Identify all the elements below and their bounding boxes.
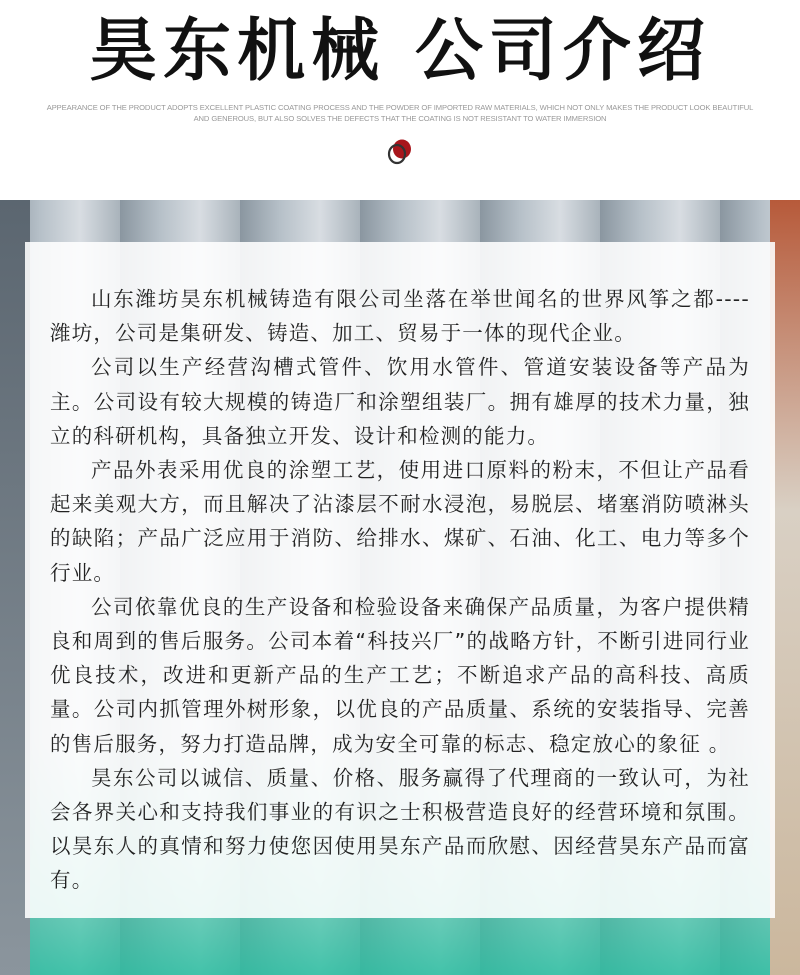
paragraph: 山东潍坊昊东机械铸造有限公司坐落在举世闻名的世界风筝之都----潍坊，公司是集研发、铸造、加工、贸易于一体的现代企业。 [50,287,750,346]
paragraph: 公司以生产经营沟槽式管件、饮用水管件、管道安装设备等产品为主。公司设有较大规模的铸造厂和涂塑组装厂。拥有雄厚的技术力量，独立的科研机构，具备独立开发、设计和检测的能力。 [50,355,750,448]
subtitle-line-2: AND GENEROUS, BUT ALSO SOLVES THE DEFECTS THAT THE COATING IS NOT RESISTANT TO WATER IMMERSION [193,114,607,123]
subtitle [30,102,770,124]
logo-icon [386,138,414,166]
paragraph: 公司依靠优良的生产设备和检验设备来确保产品质量，为客户提供精良和周到的售后服务。公司本着“科技兴厂”的战略方针，不断引进同行业优良技术，改进和更新产品的生产工艺；不断追求产品的高科技、高质量。公司内抓管理外树形象，以优良的产品质量、系统的安装指导、完善的售后服务，努力打造品牌，成为安全可靠的标志、稳定放心的象征 。 [50,594,750,756]
subtitle-line-1: APPEARANCE OF THE PRODUCT ADOPTS EXCELLENT PLASTIC COATING PROCESS AND THE POWDER OF IMPORTED RAW MATERIALS, WHICH NOT ONLY MAKES THE PRODUCT LOOK BEAUTIFUL [46,103,754,112]
intro-text [50,282,750,898]
paragraph: 产品外表采用优良的涂塑工艺，使用进口原料的粉末，不但让产品看起来美观大方，而且解决了沾漆层不耐水浸泡，易脱层、堵塞消防喷淋头的缺陷；产品广泛应用于消防、给排水、煤矿、石油、化工、电力等多个行业。 [50,458,750,585]
page-title: 昊东机械 公司介绍 [89,12,711,91]
paragraph: 昊东公司以诚信、质量、价格、服务赢得了代理商的一致认可，为社会各界关心和支持我们事业的有识之士积极营造良好的经营环境和氛围。以昊东人的真情和努力使您因使用昊东产品而欣慰、因经营昊东产品而富有。 [50,765,750,893]
header [0,0,800,200]
